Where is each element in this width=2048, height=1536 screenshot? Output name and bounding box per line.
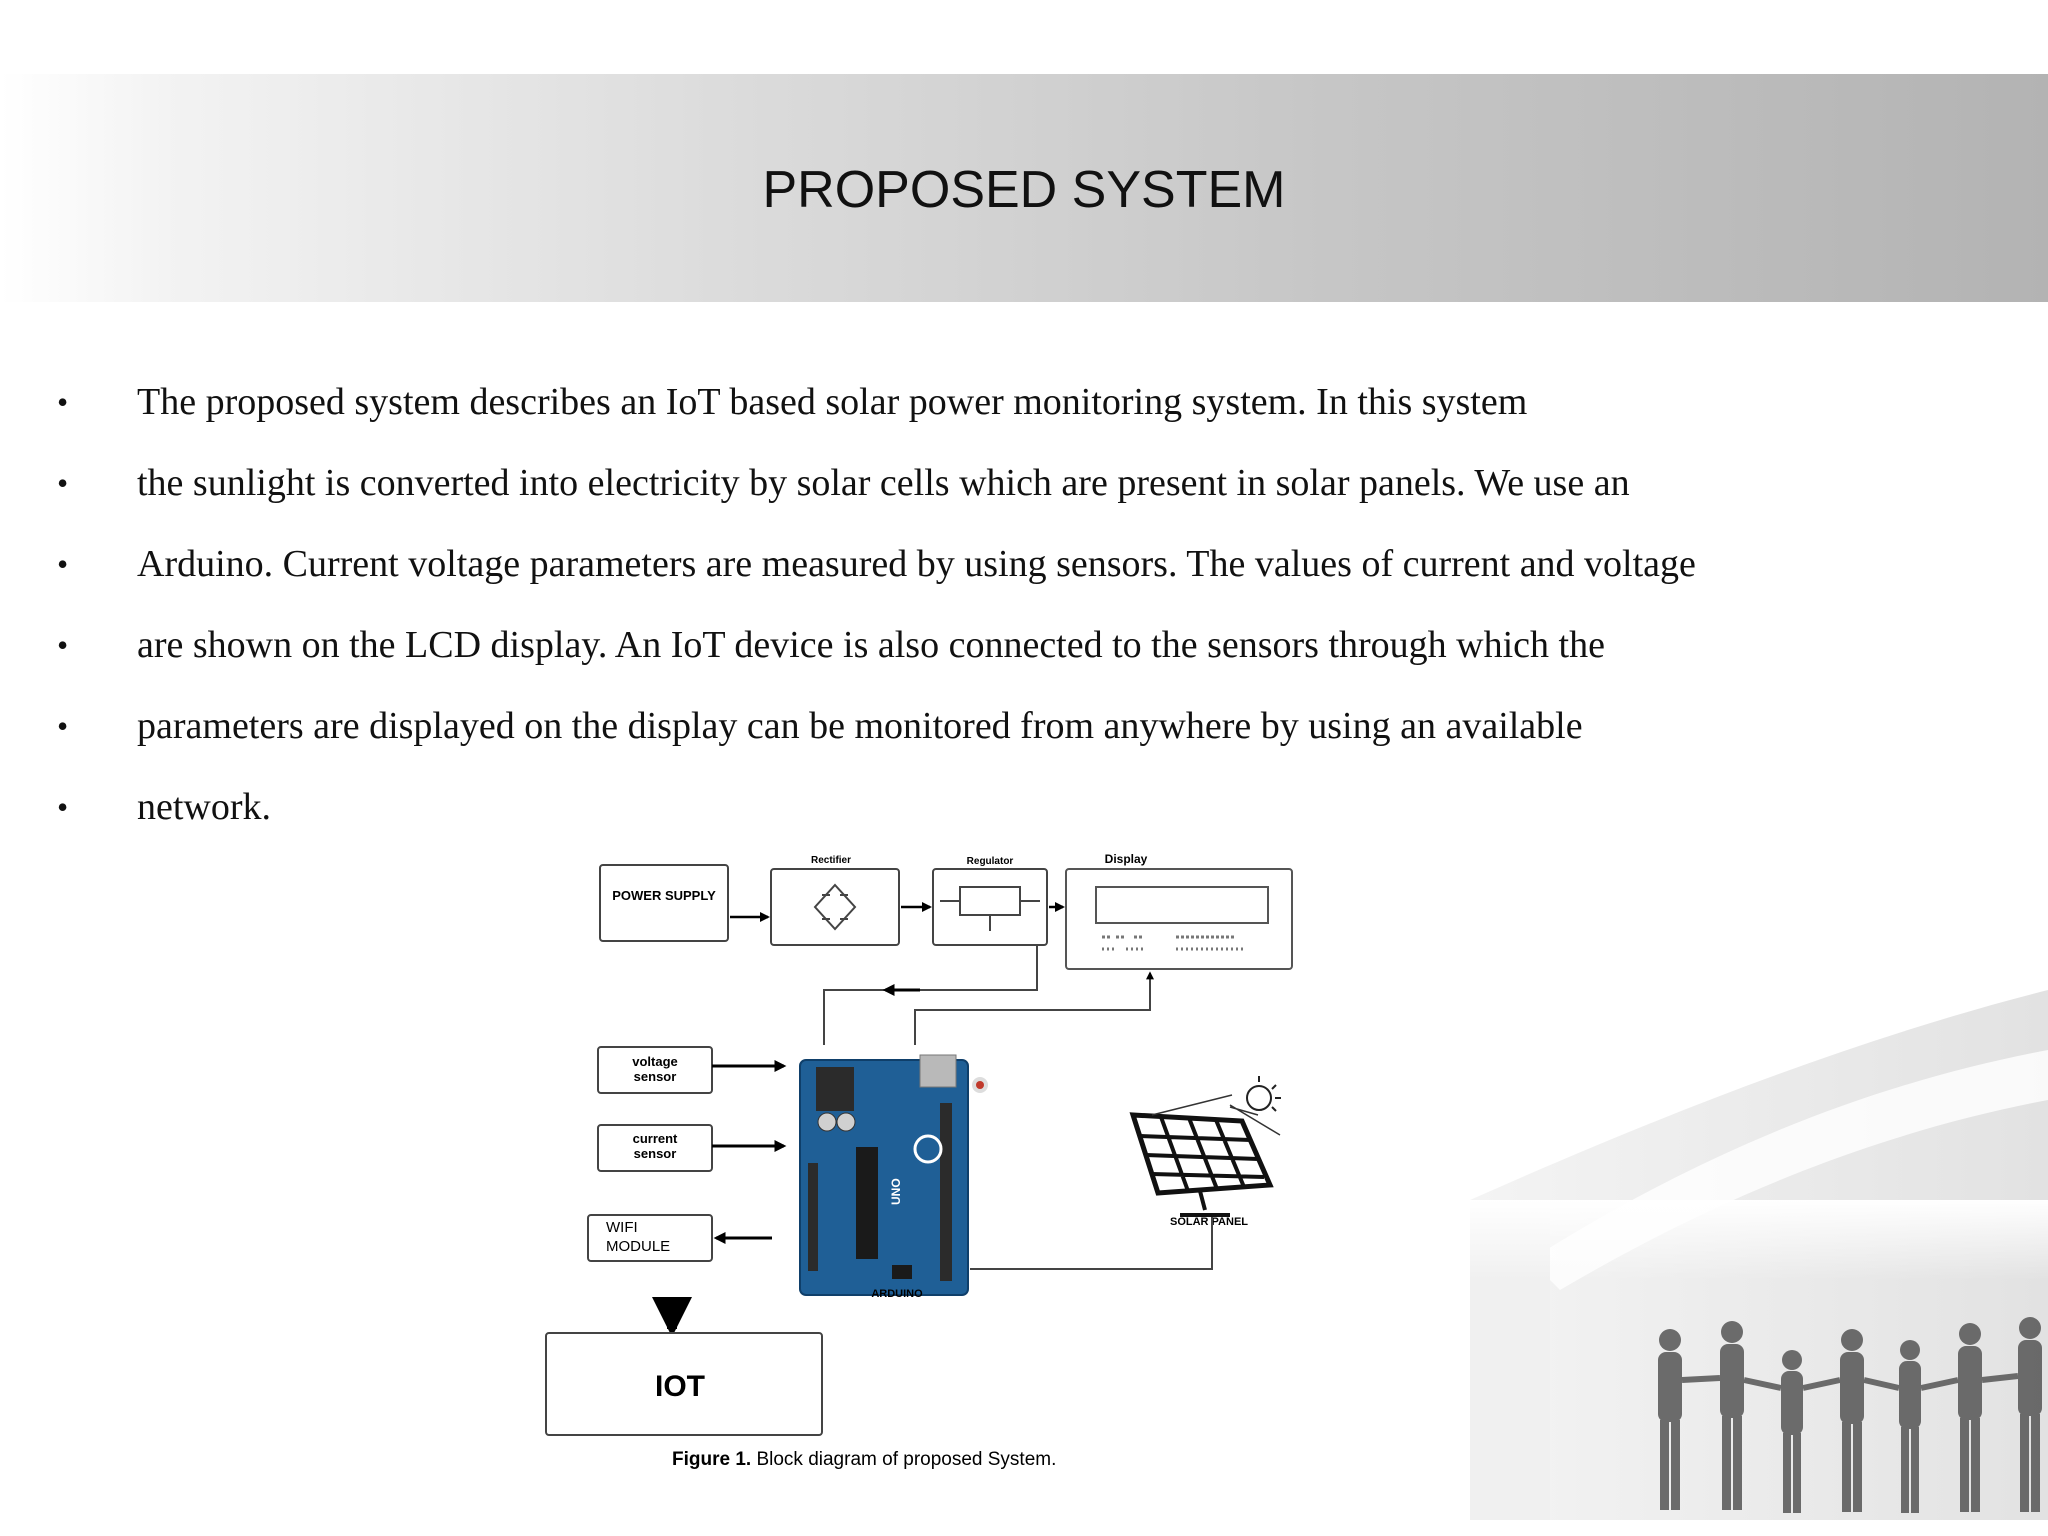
slide-title: PROPOSED SYSTEM <box>762 161 1286 219</box>
figure-caption: Figure 1. Block diagram of proposed System. <box>672 1449 1057 1470</box>
arduino-label: ARDUINO <box>871 1288 923 1300</box>
voltage-sensor-label: voltage <box>632 1054 678 1069</box>
iot-label: IOT <box>655 1370 705 1403</box>
bullet-marker: • <box>57 546 69 582</box>
current-sensor-label: current <box>632 1131 678 1146</box>
regulator-block <box>933 856 1047 945</box>
arduino-board-icon <box>800 1055 988 1295</box>
wifi-module-label: MODULE <box>606 1238 671 1255</box>
rectifier-label: Rectifier <box>810 855 852 866</box>
bullet-marker: • <box>57 627 69 663</box>
bullet-list <box>0 372 2048 858</box>
bullet-item <box>0 696 2048 777</box>
rectifier-block <box>771 855 899 945</box>
bullet-item <box>0 534 2048 615</box>
solar-panel-icon <box>1133 1076 1281 1215</box>
wifi-module-label: WIFI <box>606 1219 638 1236</box>
bullet-marker: • <box>57 708 69 744</box>
block-diagram <box>540 845 1320 1495</box>
bullet-text: the sunlight is converted into electricity by solar cells which are present in solar panels. We use an <box>137 462 1630 504</box>
bullet-text: parameters are displayed on the display can be monitored from anywhere by using an available <box>137 705 1583 747</box>
wifi-module-block <box>588 1215 712 1261</box>
bullet-text: Arduino. Current voltage parameters are measured by using sensors. The values of current and voltage <box>137 543 1696 585</box>
voltage-sensor-label: sensor <box>633 1069 677 1084</box>
solar-panel-label: SOLAR PANEL <box>1169 1216 1249 1228</box>
bullet-marker: • <box>57 789 69 825</box>
regulator-label: Regulator <box>966 856 1014 867</box>
bullet-marker: • <box>57 384 69 420</box>
bullet-marker: • <box>57 465 69 501</box>
bullet-text: network. <box>137 786 272 828</box>
iot-block <box>546 1333 822 1435</box>
current-sensor-block <box>598 1125 712 1171</box>
current-sensor-label: sensor <box>633 1146 677 1161</box>
bullet-item <box>0 372 2048 453</box>
bullet-text: are shown on the LCD display. An IoT device is also connected to the sensors through which the <box>137 624 1605 666</box>
display-label: Display <box>1104 852 1148 866</box>
display-block <box>1066 852 1292 969</box>
power-supply-block <box>600 865 728 941</box>
voltage-sensor-block <box>598 1047 712 1093</box>
bullet-item <box>0 453 2048 534</box>
svg-text:UNO: UNO <box>889 1178 903 1205</box>
sun-icon <box>1247 1086 1271 1110</box>
power-supply-label: POWER SUPPLY <box>612 888 716 903</box>
bullet-item <box>0 615 2048 696</box>
bullet-text: The proposed system describes an IoT based solar power monitoring system. In this system <box>137 381 1528 423</box>
people-silhouette-decoration <box>1470 960 2048 1520</box>
